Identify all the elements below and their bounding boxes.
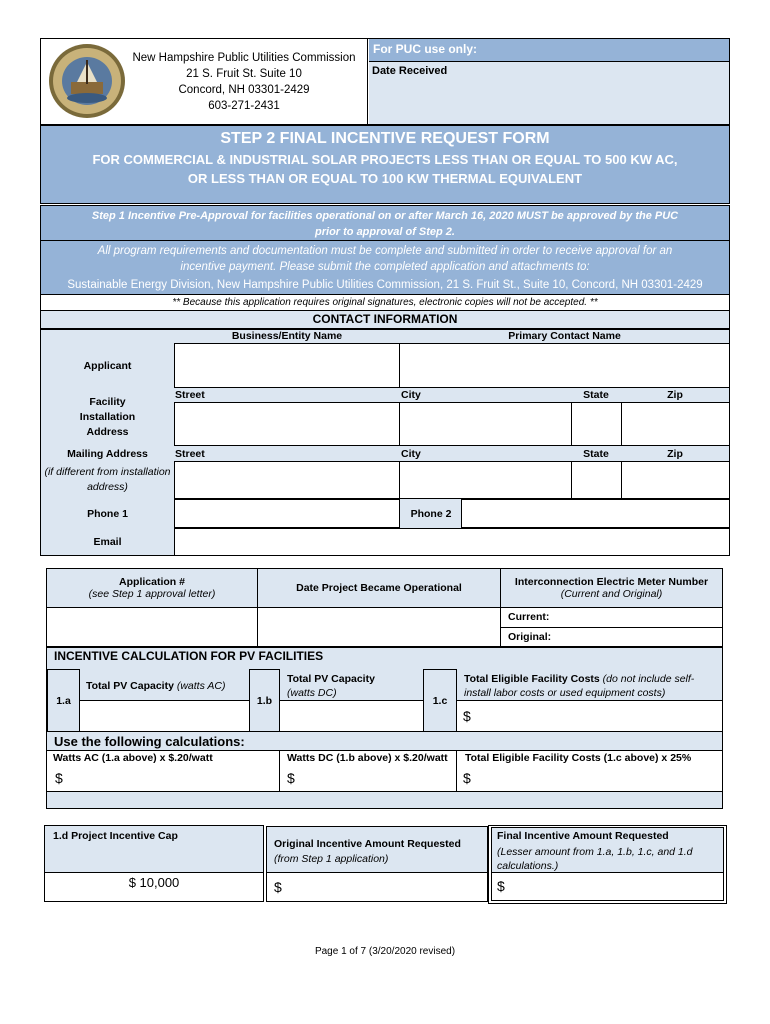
final-amount-note: (Lesser amount from 1.a, 1.b, 1.c, and 1.d calculations.) (497, 846, 693, 872)
mailing-city-header: City (401, 448, 421, 460)
calc-1b-title (287, 672, 375, 700)
org-phone: 603-271-2431 (208, 100, 280, 112)
formula-divider-2 (456, 750, 457, 792)
calc-1c-note: (do not include self-install labor costs or used equipment costs) (464, 673, 695, 699)
calc-1b-label: 1.b (249, 669, 280, 732)
meter-label: Interconnection Electric Meter Number (514, 576, 709, 588)
formula-1c-dollar[interactable]: $ (463, 770, 471, 786)
facility-city-input[interactable] (399, 402, 572, 446)
formula-1b-dollar[interactable]: $ (287, 770, 295, 786)
cap-header (44, 825, 264, 873)
calc-1b-title-text: Total PV Capacity (287, 673, 375, 685)
calc-1a-input[interactable] (79, 700, 250, 732)
mailing-address-note: (if different from installation address) (44, 466, 171, 493)
date-received-field[interactable] (369, 61, 729, 124)
calc-1c-label: 1.c (423, 669, 457, 732)
calc-1c-dollar: $ (463, 708, 471, 724)
facility-street-header: Street (175, 389, 205, 401)
puc-use-only: For PUC use only: (369, 39, 729, 61)
application-number-label: Application # (119, 576, 185, 588)
signature-notice: ** Because this application requires original signatures, electronic copies will not be accepted. ** (40, 294, 730, 311)
business-name-input[interactable] (174, 343, 400, 388)
phone2-input[interactable] (461, 499, 730, 528)
date-operational-input[interactable] (257, 607, 501, 647)
facility-zip-header: Zip (667, 389, 683, 401)
meter-note: (Current and Original) (560, 588, 663, 600)
original-amount-dollar: $ (274, 879, 282, 895)
cap-value: $ 10,000 (44, 872, 264, 902)
cap-label: 1.d Project Incentive Cap (53, 830, 178, 842)
mailing-address-label: Mailing Address (67, 448, 148, 460)
calc-1c-title (464, 672, 720, 700)
final-amount-dollar: $ (497, 878, 505, 894)
formula-1a: Watts AC (1.a above) x $.20/watt (53, 752, 213, 764)
original-amount-header (266, 826, 488, 873)
calc-1a-title-text: Total PV Capacity (86, 680, 174, 692)
formula-1a-dollar[interactable]: $ (55, 770, 63, 786)
calc-1a-title (86, 680, 225, 692)
contact-info-heading: CONTACT INFORMATION (40, 311, 730, 329)
calc-1c-input[interactable] (456, 700, 723, 732)
use-calculations-heading: Use the following calculations: (54, 734, 245, 749)
meter-original-label: Original: (508, 631, 552, 643)
org-address (128, 50, 360, 114)
calc-1a-label: 1.a (47, 669, 80, 732)
form-title (40, 125, 730, 204)
date-received-label: Date Received (372, 65, 448, 77)
formula-1c: Total Eligible Facility Costs (1.c above) x 25% (465, 752, 692, 764)
date-operational-header (257, 568, 501, 608)
submission-address: Sustainable Energy Division, New Hampshire Public Utilities Commission, 21 S. Fruit St., Suite 10, Concord, NH 03301-2429 (40, 277, 730, 294)
original-amount-note: (from Step 1 application) (274, 853, 389, 865)
business-name-header: Business/Entity Name (231, 330, 343, 342)
form-title-line2: FOR COMMERCIAL & INDUSTRIAL SOLAR PROJECTS LESS THAN OR EQUAL TO 500 KW AC, (92, 152, 678, 167)
step1-notice: Step 1 Incentive Pre-Approval for facilities operational on or after March 16, 2020 MUST be approved by the PUC prior to approval of Step 2. (40, 205, 730, 241)
final-amount-label: Final Incentive Amount Requested (497, 830, 669, 842)
application-number-header (46, 568, 258, 608)
email-label: Email (93, 536, 122, 548)
form-title-line1: STEP 2 FINAL INCENTIVE REQUEST FORM (220, 130, 550, 147)
org-street: 21 S. Fruit St. Suite 10 (186, 68, 302, 80)
meter-current-input[interactable] (500, 607, 723, 628)
mailing-zip-input[interactable] (621, 461, 730, 499)
email-input[interactable] (174, 528, 730, 556)
application-number-note: (see Step 1 approval letter) (88, 588, 216, 600)
facility-city-header: City (401, 389, 421, 401)
mailing-state-input[interactable] (571, 461, 622, 499)
facility-street-input[interactable] (174, 402, 400, 446)
page-footer: Page 1 of 7 (3/20/2020 revised) (314, 946, 456, 957)
org-name: New Hampshire Public Utilities Commission (132, 52, 356, 64)
calc-heading: INCENTIVE CALCULATION FOR PV FACILITIES (54, 649, 324, 663)
requirements-notice: All program requirements and documentation must be complete and submitted in order to receive approval for an incentive payment. Please submit the completed application and attachments to: (40, 241, 730, 277)
primary-contact-input[interactable] (399, 343, 730, 388)
formula-1b: Watts DC (1.b above) x $.20/watt (287, 752, 448, 764)
facility-state-header: State (583, 389, 609, 401)
application-number-input[interactable] (46, 607, 258, 647)
final-amount-header (491, 827, 724, 873)
meter-header (500, 568, 723, 608)
nh-puc-seal (47, 42, 127, 120)
formula-divider-1 (279, 750, 280, 792)
meter-original-input[interactable] (500, 627, 723, 647)
final-amount-input[interactable] (491, 872, 724, 901)
phone2-label: Phone 2 (410, 507, 452, 520)
facility-state-input[interactable] (571, 402, 622, 446)
original-amount-label: Original Incentive Amount Requested (274, 838, 461, 850)
phone1-input[interactable] (174, 499, 400, 528)
facility-address-label: Facility Installation Address (79, 395, 136, 438)
date-operational-label: Date Project Became Operational (296, 582, 462, 594)
facility-zip-input[interactable] (621, 402, 730, 446)
calc-1c-title-text: Total Eligible Facility Costs (464, 673, 600, 685)
form-title-line3: OR LESS THAN OR EQUAL TO 100 KW THERMAL EQUIVALENT (187, 171, 583, 186)
mailing-zip-header: Zip (667, 448, 683, 460)
mailing-street-header: Street (175, 448, 205, 460)
org-city: Concord, NH 03301-2429 (178, 84, 310, 96)
calc-1a-unit: (watts AC) (176, 680, 226, 692)
mailing-city-input[interactable] (399, 461, 572, 499)
phone1-label: Phone 1 (87, 507, 128, 520)
applicant-label: Applicant (83, 359, 132, 372)
calc-1b-unit: (watts DC) (287, 687, 337, 699)
mailing-street-input[interactable] (174, 461, 400, 499)
calc-1b-input[interactable] (279, 700, 424, 732)
original-amount-input[interactable] (266, 872, 488, 902)
meter-current-label: Current: (508, 611, 550, 623)
primary-contact-header: Primary Contact Name (508, 330, 621, 342)
mailing-state-header: State (583, 448, 609, 460)
